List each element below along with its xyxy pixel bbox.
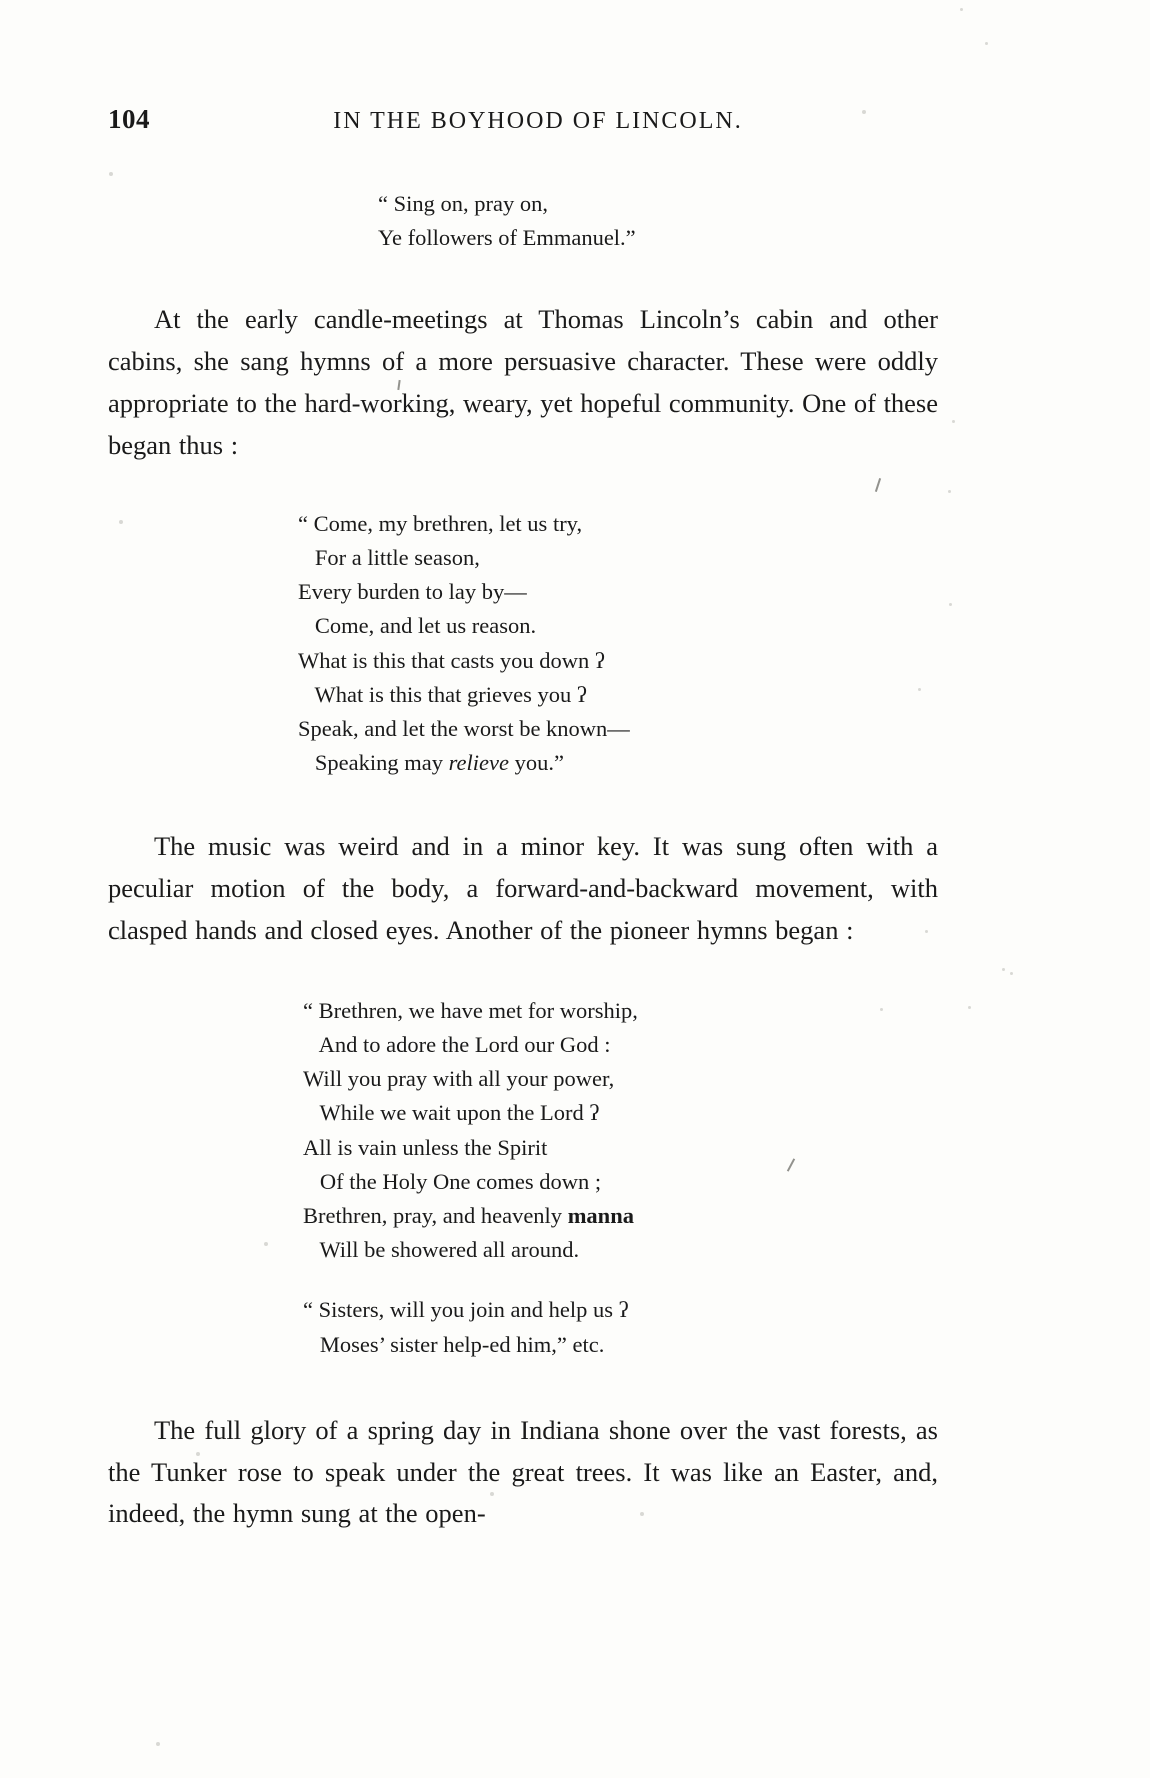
verse-line: While we wait upon the Lord ʔ bbox=[303, 1100, 600, 1126]
verse-line-bold: Brethren, pray, and heavenly manna bbox=[303, 1203, 634, 1229]
paragraph-one: At the early candle-meetings at Thomas Lincoln’s cabin and other cabins, she sang hymns of a more persuasive character. These were oddly appropriate to the hard-working, weary, yet hopeful community. One of these began thus : bbox=[108, 304, 939, 460]
verse-line: What is this that casts you down ʔ bbox=[298, 647, 605, 673]
page-header bbox=[108, 104, 938, 135]
verse-line: “ Come, my brethren, let us try, bbox=[298, 510, 583, 536]
verse-line: Speak, and let the worst be known— bbox=[298, 715, 630, 741]
verse-line: Of the Holy One comes down ; bbox=[303, 1168, 602, 1194]
page-content bbox=[108, 104, 938, 1535]
verse-line: For a little season, bbox=[298, 545, 480, 570]
verse-line: Moses’ sister help-ed him,” etc. bbox=[303, 1331, 605, 1357]
verse-line: What is this that grieves you ʔ bbox=[298, 681, 587, 707]
scan-speck bbox=[1002, 968, 1005, 971]
verse-line: “ Brethren, we have met for worship, bbox=[303, 997, 638, 1023]
verse-line-italic: Speaking may relieve you.” bbox=[298, 750, 564, 776]
verse-block-three bbox=[303, 994, 803, 1268]
scan-speck bbox=[949, 603, 952, 606]
page-number: 104 bbox=[108, 104, 150, 134]
verse-line: All is vain unless the Spirit bbox=[303, 1134, 548, 1160]
scan-speck bbox=[952, 420, 955, 423]
scan-speck bbox=[960, 8, 963, 11]
emphasis-italic: relieve bbox=[448, 750, 509, 776]
verse-block-two bbox=[298, 507, 778, 781]
verse-line: Ye followers of Emmanuel.” bbox=[378, 225, 636, 251]
verse-line: “ Sing on, pray on, bbox=[378, 191, 548, 216]
verse-line: Come, and let us reason. bbox=[298, 613, 537, 639]
verse-line: Will be showered all around. bbox=[303, 1237, 580, 1263]
verse-line: And to adore the Lord our God : bbox=[303, 1032, 611, 1058]
running-head: IN THE BOYHOOD OF LINCOLN. bbox=[333, 108, 743, 134]
paragraph-three: The full glory of a spring day in Indiana shone over the vast forests, as the Tunker rose to speak under the great trees. It was like an Easter, and, indeed, the hymn sung at the open- bbox=[108, 1414, 938, 1529]
scan-speck bbox=[968, 1006, 971, 1009]
scan-speck bbox=[156, 1742, 160, 1746]
paragraph-two: The music was weird and in a minor key. It was sung often with a peculiar motion of the body, a forward-and-backward movement, with clasped hands and closed eyes. Another of the pioneer hymns began : bbox=[108, 831, 938, 946]
scan-speck bbox=[985, 42, 988, 45]
verse-block-one bbox=[378, 187, 808, 255]
verse-line: “ Sisters, will you join and help us ʔ bbox=[303, 1297, 629, 1323]
verse-line: Will you pray with all your power, bbox=[303, 1066, 615, 1092]
emphasis-bold: manna bbox=[567, 1203, 634, 1229]
scan-speck bbox=[1010, 972, 1013, 975]
verse-block-four bbox=[303, 1293, 803, 1361]
verse-line: Every burden to lay by— bbox=[298, 579, 527, 605]
scan-speck bbox=[948, 490, 951, 493]
